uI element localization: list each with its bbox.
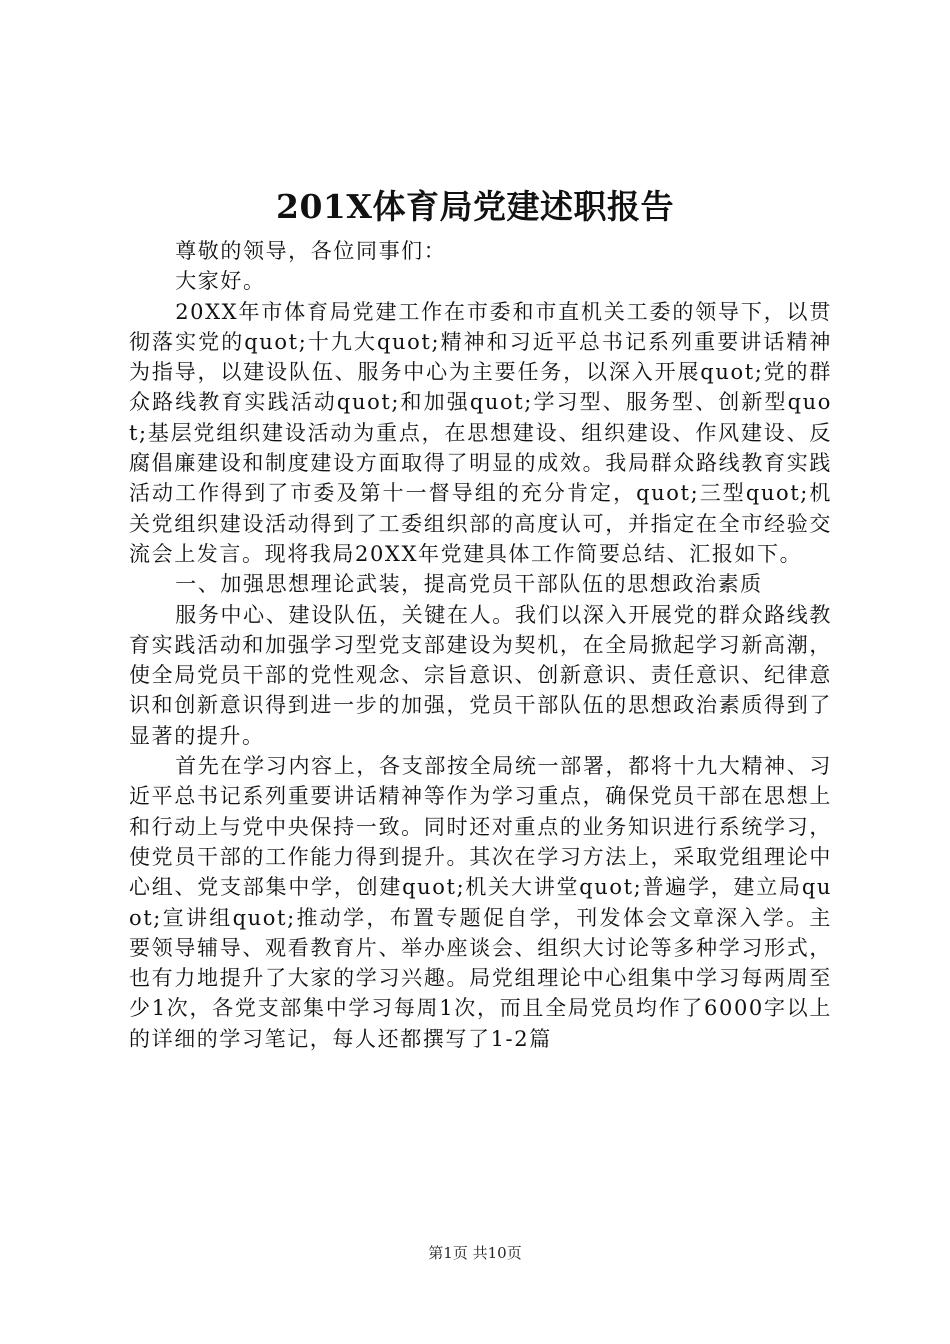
document-body — [129, 236, 832, 1054]
greeting: 大家好。 — [175, 269, 266, 294]
section-heading-1: 一、加强思想理论武装，提高党员干部队伍的思想政治素质 — [175, 572, 763, 597]
intro-paragraph: 20XX年市体育局党建工作在市委和市直机关工委的领导下，以贯彻落实党的quot;十九大quot;精神和习近平总书记系列重要讲话精神为指导，以建设队伍、服务中心为主要任务，以深入开展quot;党的群众路线教育实践活动quot;和加强quot;学习型、服务型、创新型quot;基层党组织建设活动为重点，在思想建设、组织建设、作风建设、反腐倡廉建设和制度建设方面取得了明显的成效。我局群众路线教育实践活动工作得到了市委及第十一督导组的充分肯定，quot;三型quot;机关党组织建设活动得到了工委组织部的高度认可，并指定在全市经验交流会上发言。现将我局20XX年党建具体工作简要总结、汇报如下。 — [129, 299, 832, 566]
page-footer: 第1页 共10页 — [428, 1244, 522, 1262]
body-paragraph: 服务中心、建设队伍，关键在人。我们以深入开展党的群众路线教育实践活动和加强学习型党支部建设为契机，在全局掀起学习新高潮，使全局党员干部的党性观念、宗旨意识、创新意识、责任意识、纪律意识和创新意识得到进一步的加强，党员干部队伍的思想政治素质得到了显著的提升。 — [129, 602, 832, 748]
body-paragraph: 首先在学习内容上，各支部按全局统一部署，都将十九大精神、习近平总书记系列重要讲话精神等作为学习重点，确保党员干部在思想上和行动上与党中央保持一致。同时还对重点的业务知识进行系统学习，使党员干部的工作能力得到提升。其次在学习方法上，采取党组理论中心组、党支部集中学，创建quot;机关大讲堂quot;普遍学，建立局quot;宣讲组quot;推动学，布置专题促自学，刊发体会文章深入学。主要领导辅导、观看教育片、举办座谈会、组织大讨论等多种学习形式，也有力地提升了大家的学习兴趣。局党组理论中心组集中学习每两周至少1次，各党支部集中学习每周1次，而且全局党员均作了6000字以上的详细的学习笔记，每人还都撰写了1-2篇 — [129, 754, 832, 1051]
salutation: 尊敬的领导，各位同事们： — [175, 239, 447, 263]
document-title: 201X体育局党建述职报告 — [276, 187, 674, 226]
